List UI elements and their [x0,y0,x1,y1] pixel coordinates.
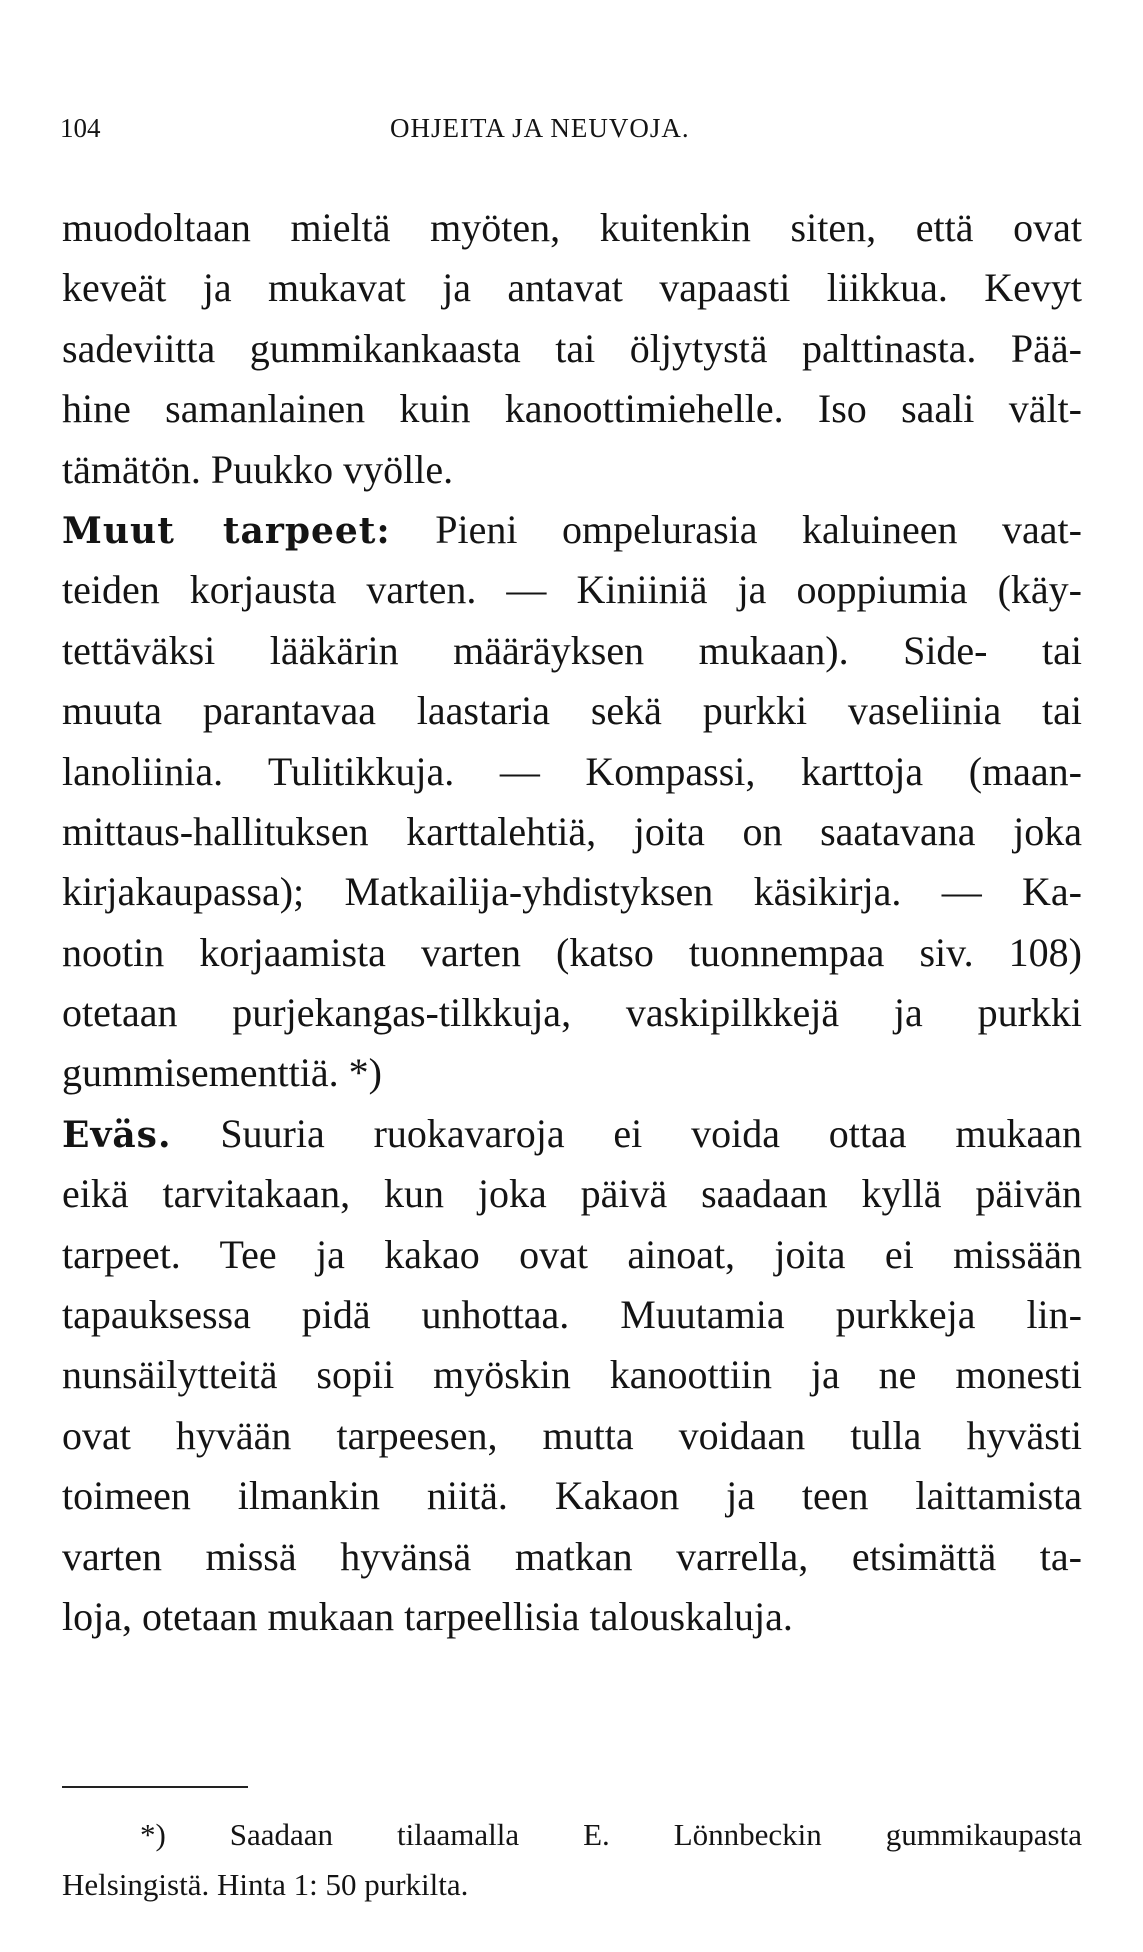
text-line: nootin korjaamista varten (katso tuonnempaa siv. 108) [62,929,1082,975]
text-line: nunsäilytteitä sopii myöskin kanoottiin ja ne monesti [62,1352,1082,1398]
running-head: OHJEITA JA NEUVOJA. [390,113,690,143]
text-line: loja, otetaan mukaan tarpeellisia talouskaluja. [62,1593,793,1639]
text-line: lanoliinia. Tulitikkuja. — Kompassi, karttoja (maan- [62,748,1082,794]
text-line: hine samanlainen kuin kanoottimiehelle. Iso saali vält- [62,386,1082,432]
text-line: muuta parantavaa laastaria sekä purkki vaseliinia tai [62,688,1082,734]
footnote-divider [62,1786,248,1788]
text-line-rest: Pieni ompelurasia kaluineen vaat- [390,506,1082,552]
section-heading-muut-tarpeet: Muut tarpeet: [62,509,391,552]
text-line [62,500,1082,560]
text-line: keveät ja mukavat ja antavat vapaasti liikkua. Kevyt [62,265,1082,311]
text-line [62,1104,1082,1164]
section-heading-evas: Eväs. [62,1113,172,1156]
text-line: tettäväksi lääkärin määräyksen mukaan). Side- tai [62,627,1082,673]
text-line: sadeviitta gummikankaasta tai öljytystä palttinasta. Pää- [62,325,1082,371]
text-line: varten missä hyvänsä matkan varrella, etsimättä ta- [62,1533,1082,1579]
text-line: teiden korjausta varten. — Kiniiniä ja ooppiumia (käy- [62,567,1082,613]
text-line: eikä tarvitakaan, kun joka päivä saadaan kyllä päivän [62,1171,1082,1217]
footnote-line: Helsingistä. Hinta 1: 50 purkilta. [62,1867,469,1902]
text-line: tämätön. Puukko vyölle. [62,446,454,492]
text-line: kirjakaupassa); Matkailija-yhdistyksen käsikirja. — Ka- [62,869,1082,915]
footnote-line: *) Saadaan tilaamalla E. Lönnbeckin gummikaupasta [140,1817,1082,1852]
page-number: 104 [60,113,101,143]
body-text [62,198,1082,1647]
text-line: tapauksessa pidä unhottaa. Muutamia purkkeja lin- [62,1292,1082,1338]
text-line: mittaus-hallituksen karttalehtiä, joita on saatavana joka [62,808,1082,854]
text-line-rest: Suuria ruokavaroja ei voida ottaa mukaan [171,1110,1082,1156]
text-line: gummisementtiä. *) [62,1050,382,1096]
text-line: tarpeet. Tee ja kakao ovat ainoat, joita ei missään [62,1231,1082,1277]
footnote [62,1810,1082,1910]
page-header [60,108,1080,148]
text-line: muodoltaan mieltä myöten, kuitenkin siten, että ovat [62,205,1082,250]
text-line: ovat hyvään tarpeesen, mutta voidaan tulla hyvästi [62,1412,1082,1458]
text-line: otetaan purjekangas-tilkkuja, vaskipilkkejä ja purkki [62,990,1082,1036]
text-line: toimeen ilmankin niitä. Kakaon ja teen laittamista [62,1473,1082,1519]
